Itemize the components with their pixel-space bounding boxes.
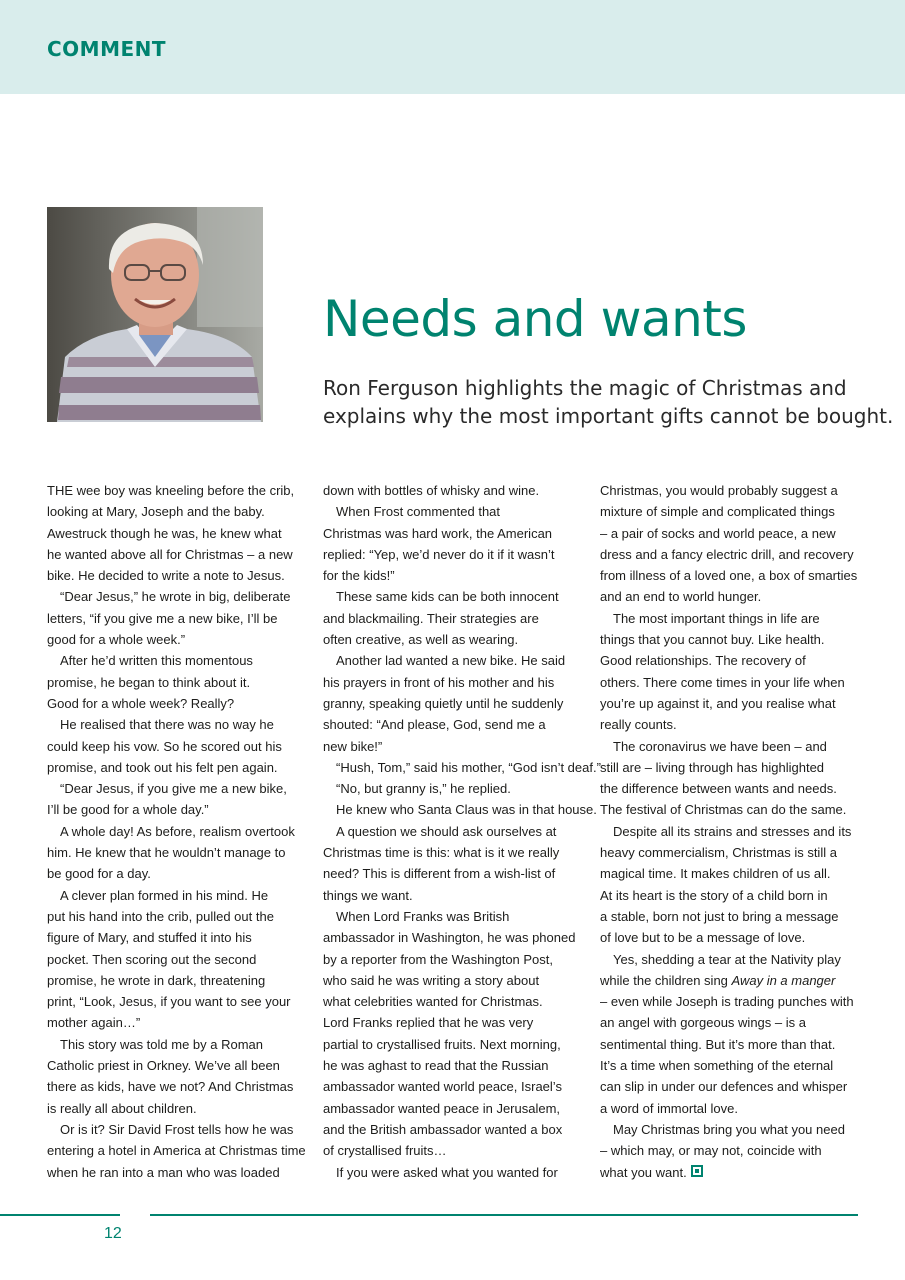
body-line: mother again…” xyxy=(47,1015,141,1031)
body-line: and blackmailing. Their strategies are xyxy=(323,610,539,626)
body-line: “No, but granny is,” he replied. xyxy=(336,781,511,797)
body-line: entering a hotel in America at Christmas time xyxy=(47,1143,306,1159)
body-line: still are – living through has highlighted xyxy=(600,759,825,775)
body-column-3 xyxy=(600,480,862,1183)
body-line: an angel with gorgeous wings – is a xyxy=(600,1015,806,1031)
body-line: a stable, born not just to bring a message xyxy=(600,908,839,924)
body-line: promise, he wrote in dark, threatening xyxy=(47,972,266,988)
body-line: – a pair of socks and world peace, a new xyxy=(600,525,836,541)
body-line: by a reporter from the Washington Post, xyxy=(323,951,554,967)
body-line: It’s a time when something of the eternal xyxy=(600,1058,834,1074)
body-line: print, “Look, Jesus, if you want to see your xyxy=(47,994,291,1010)
body-line: If you were asked what you wanted for xyxy=(336,1164,558,1180)
body-line: pocket. Then scoring out the second xyxy=(47,951,257,967)
body-line: partial to crystallised fruits. Next morning, xyxy=(323,1036,561,1052)
body-line: down with bottles of whisky and wine. xyxy=(323,483,540,498)
body-line: A clever plan formed in his mind. He xyxy=(60,887,269,903)
body-line: he wanted above all for Christmas – a new xyxy=(47,546,293,562)
body-line: Good relationships. The recovery of xyxy=(600,653,806,669)
body-line: things we want. xyxy=(323,887,413,903)
body-line: really counts. xyxy=(600,717,677,733)
body-line: letters, “if you give me a new bike, I’ll be xyxy=(47,610,278,626)
body-line: others. There come times in your life when xyxy=(600,674,845,690)
body-line: A whole day! As before, realism overtook xyxy=(60,823,295,839)
body-line: I’ll be good for a whole day.” xyxy=(47,802,209,818)
body-line: Christmas was hard work, the American xyxy=(323,525,553,541)
body-line: Christmas time is this: what is it we really xyxy=(323,845,560,861)
body-line: what celebrities wanted for Christmas. xyxy=(323,994,543,1010)
body-line: May Christmas bring you what you need xyxy=(613,1121,845,1137)
body-line: Another lad wanted a new bike. He said xyxy=(336,653,566,669)
body-line: he was aghast to read that the Russian xyxy=(323,1058,549,1074)
body-column-1 xyxy=(47,480,309,1183)
end-of-article-icon xyxy=(691,1165,703,1177)
body-line: new bike!” xyxy=(323,738,383,754)
body-line: while the children sing Away in a manger xyxy=(600,972,836,988)
body-line: is really all about children. xyxy=(47,1100,197,1116)
body-line: and the British ambassador wanted a box xyxy=(323,1121,563,1137)
footer-rule xyxy=(0,1214,120,1216)
article-headline: Needs and wants xyxy=(323,290,747,348)
body-line: who said he was writing a story about xyxy=(323,972,540,988)
author-photo xyxy=(47,207,263,422)
body-line: looking at Mary, Joseph and the baby. xyxy=(47,504,265,520)
body-line: a word of immortal love. xyxy=(600,1100,738,1116)
author-photo-image xyxy=(47,207,263,422)
body-line: dress and a fancy electric drill, and recovery xyxy=(600,546,854,562)
body-line: – which may, or may not, coincide with xyxy=(600,1143,822,1159)
body-line: When Frost commented that xyxy=(336,504,501,520)
body-line: and an end to world hunger. xyxy=(600,589,762,605)
body-line: need? This is different from a wish-list of xyxy=(323,866,556,882)
body-line: his prayers in front of his mother and his xyxy=(323,674,555,690)
body-line: promise, he began to think about it. xyxy=(47,674,251,690)
body-line: The most important things in life are xyxy=(613,610,820,626)
body-line: – even while Joseph is trading punches with xyxy=(600,994,854,1010)
body-line: you’re up against it, and you realise what xyxy=(600,695,836,711)
body-line: heavy commercialism, Christmas is still a xyxy=(600,845,837,861)
body-line: The coronavirus we have been – and xyxy=(613,738,827,754)
body-column-2 xyxy=(323,480,601,1183)
body-line: Or is it? Sir David Frost tells how he was xyxy=(60,1121,294,1137)
body-line: ambassador wanted peace in Jerusalem, xyxy=(323,1100,561,1116)
body-line: “Hush, Tom,” said his mother, “God isn’t deaf.” xyxy=(336,759,601,775)
body-line: After he’d written this momentous xyxy=(60,653,253,669)
article-standfirst xyxy=(323,374,894,430)
body-line: be good for a day. xyxy=(47,866,151,882)
body-line: Lord Franks replied that he was very xyxy=(323,1015,534,1031)
standfirst-line: explains why the most important gifts cannot be bought. xyxy=(323,404,894,428)
body-line: “Dear Jesus,” he wrote in big, deliberate xyxy=(60,589,291,605)
page-number: 12 xyxy=(104,1225,122,1242)
body-line: He realised that there was no way he xyxy=(60,717,274,733)
standfirst-line: Ron Ferguson highlights the magic of Christmas and xyxy=(323,376,847,400)
body-line: magical time. It makes children of us all. xyxy=(600,866,831,882)
body-line: from illness of a loved one, a box of smarties xyxy=(600,568,858,584)
body-line: of crystallised fruits… xyxy=(323,1143,447,1159)
body-line: ambassador wanted world peace, Israel’s xyxy=(323,1079,562,1095)
body-line: Catholic priest in Orkney. We’ve all been xyxy=(47,1058,280,1074)
body-line: promise, and took out his felt pen again. xyxy=(47,759,278,775)
body-line: ambassador in Washington, he was phoned xyxy=(323,930,576,946)
body-line: often creative, as well as wearing. xyxy=(323,632,519,648)
body-line: Yes, shedding a tear at the Nativity play xyxy=(613,951,841,967)
body-line: This story was told me by a Roman xyxy=(60,1036,264,1052)
body-line: When Lord Franks was British xyxy=(336,908,510,924)
body-line: there as kids, have we not? And Christmas xyxy=(47,1079,294,1095)
body-line: granny, speaking quietly until he suddenly xyxy=(323,695,564,711)
body-line: Christmas, you would probably suggest a xyxy=(600,483,838,498)
body-line: could keep his vow. So he scored out his xyxy=(47,738,282,754)
body-line: mixture of simple and complicated things xyxy=(600,504,835,520)
hymn-title: Away in a manger xyxy=(731,972,836,988)
body-line: These same kids can be both innocent xyxy=(336,589,559,605)
footer-rule xyxy=(150,1214,858,1216)
body-line: At its heart is the story of a child born in xyxy=(600,887,828,903)
body-line: figure of Mary, and stuffed it into his xyxy=(47,930,252,946)
body-line: replied: “Yep, we’d never do it if it wasn’t xyxy=(323,546,555,562)
body-line: A question we should ask ourselves at xyxy=(336,823,557,839)
body-line: bike. He decided to write a note to Jesus. xyxy=(47,568,285,584)
body-line: what you want. xyxy=(600,1162,862,1183)
body-line: good for a whole week.” xyxy=(47,632,186,648)
body-line: “Dear Jesus, if you give me a new bike, xyxy=(60,781,287,797)
body-line: can slip in under our defences and whisper xyxy=(600,1079,848,1095)
body-line: Good for a whole week? Really? xyxy=(47,695,235,711)
section-label: COMMENT xyxy=(47,37,167,61)
body-line: THE wee boy was kneeling before the crib, xyxy=(47,483,295,498)
body-line: Awestruck though he was, he knew what xyxy=(47,525,282,541)
body-line: him. He knew that he wouldn’t manage to xyxy=(47,845,286,861)
body-line: shouted: “And please, God, send me a xyxy=(323,717,546,733)
body-line: sentimental thing. But it’s more than that. xyxy=(600,1036,836,1052)
body-line: of love but to be a message of love. xyxy=(600,930,806,946)
body-line: things that you cannot buy. Like health. xyxy=(600,632,825,648)
body-line: put his hand into the crib, pulled out the xyxy=(47,908,274,924)
body-line: He knew who Santa Claus was in that house. xyxy=(336,802,597,818)
body-line: the difference between wants and needs. xyxy=(600,781,837,797)
body-line: for the kids!” xyxy=(323,568,395,584)
body-line: Despite all its strains and stresses and its xyxy=(613,823,852,839)
body-line: The festival of Christmas can do the same. xyxy=(600,802,847,818)
body-line: when he ran into a man who was loaded xyxy=(47,1164,280,1180)
